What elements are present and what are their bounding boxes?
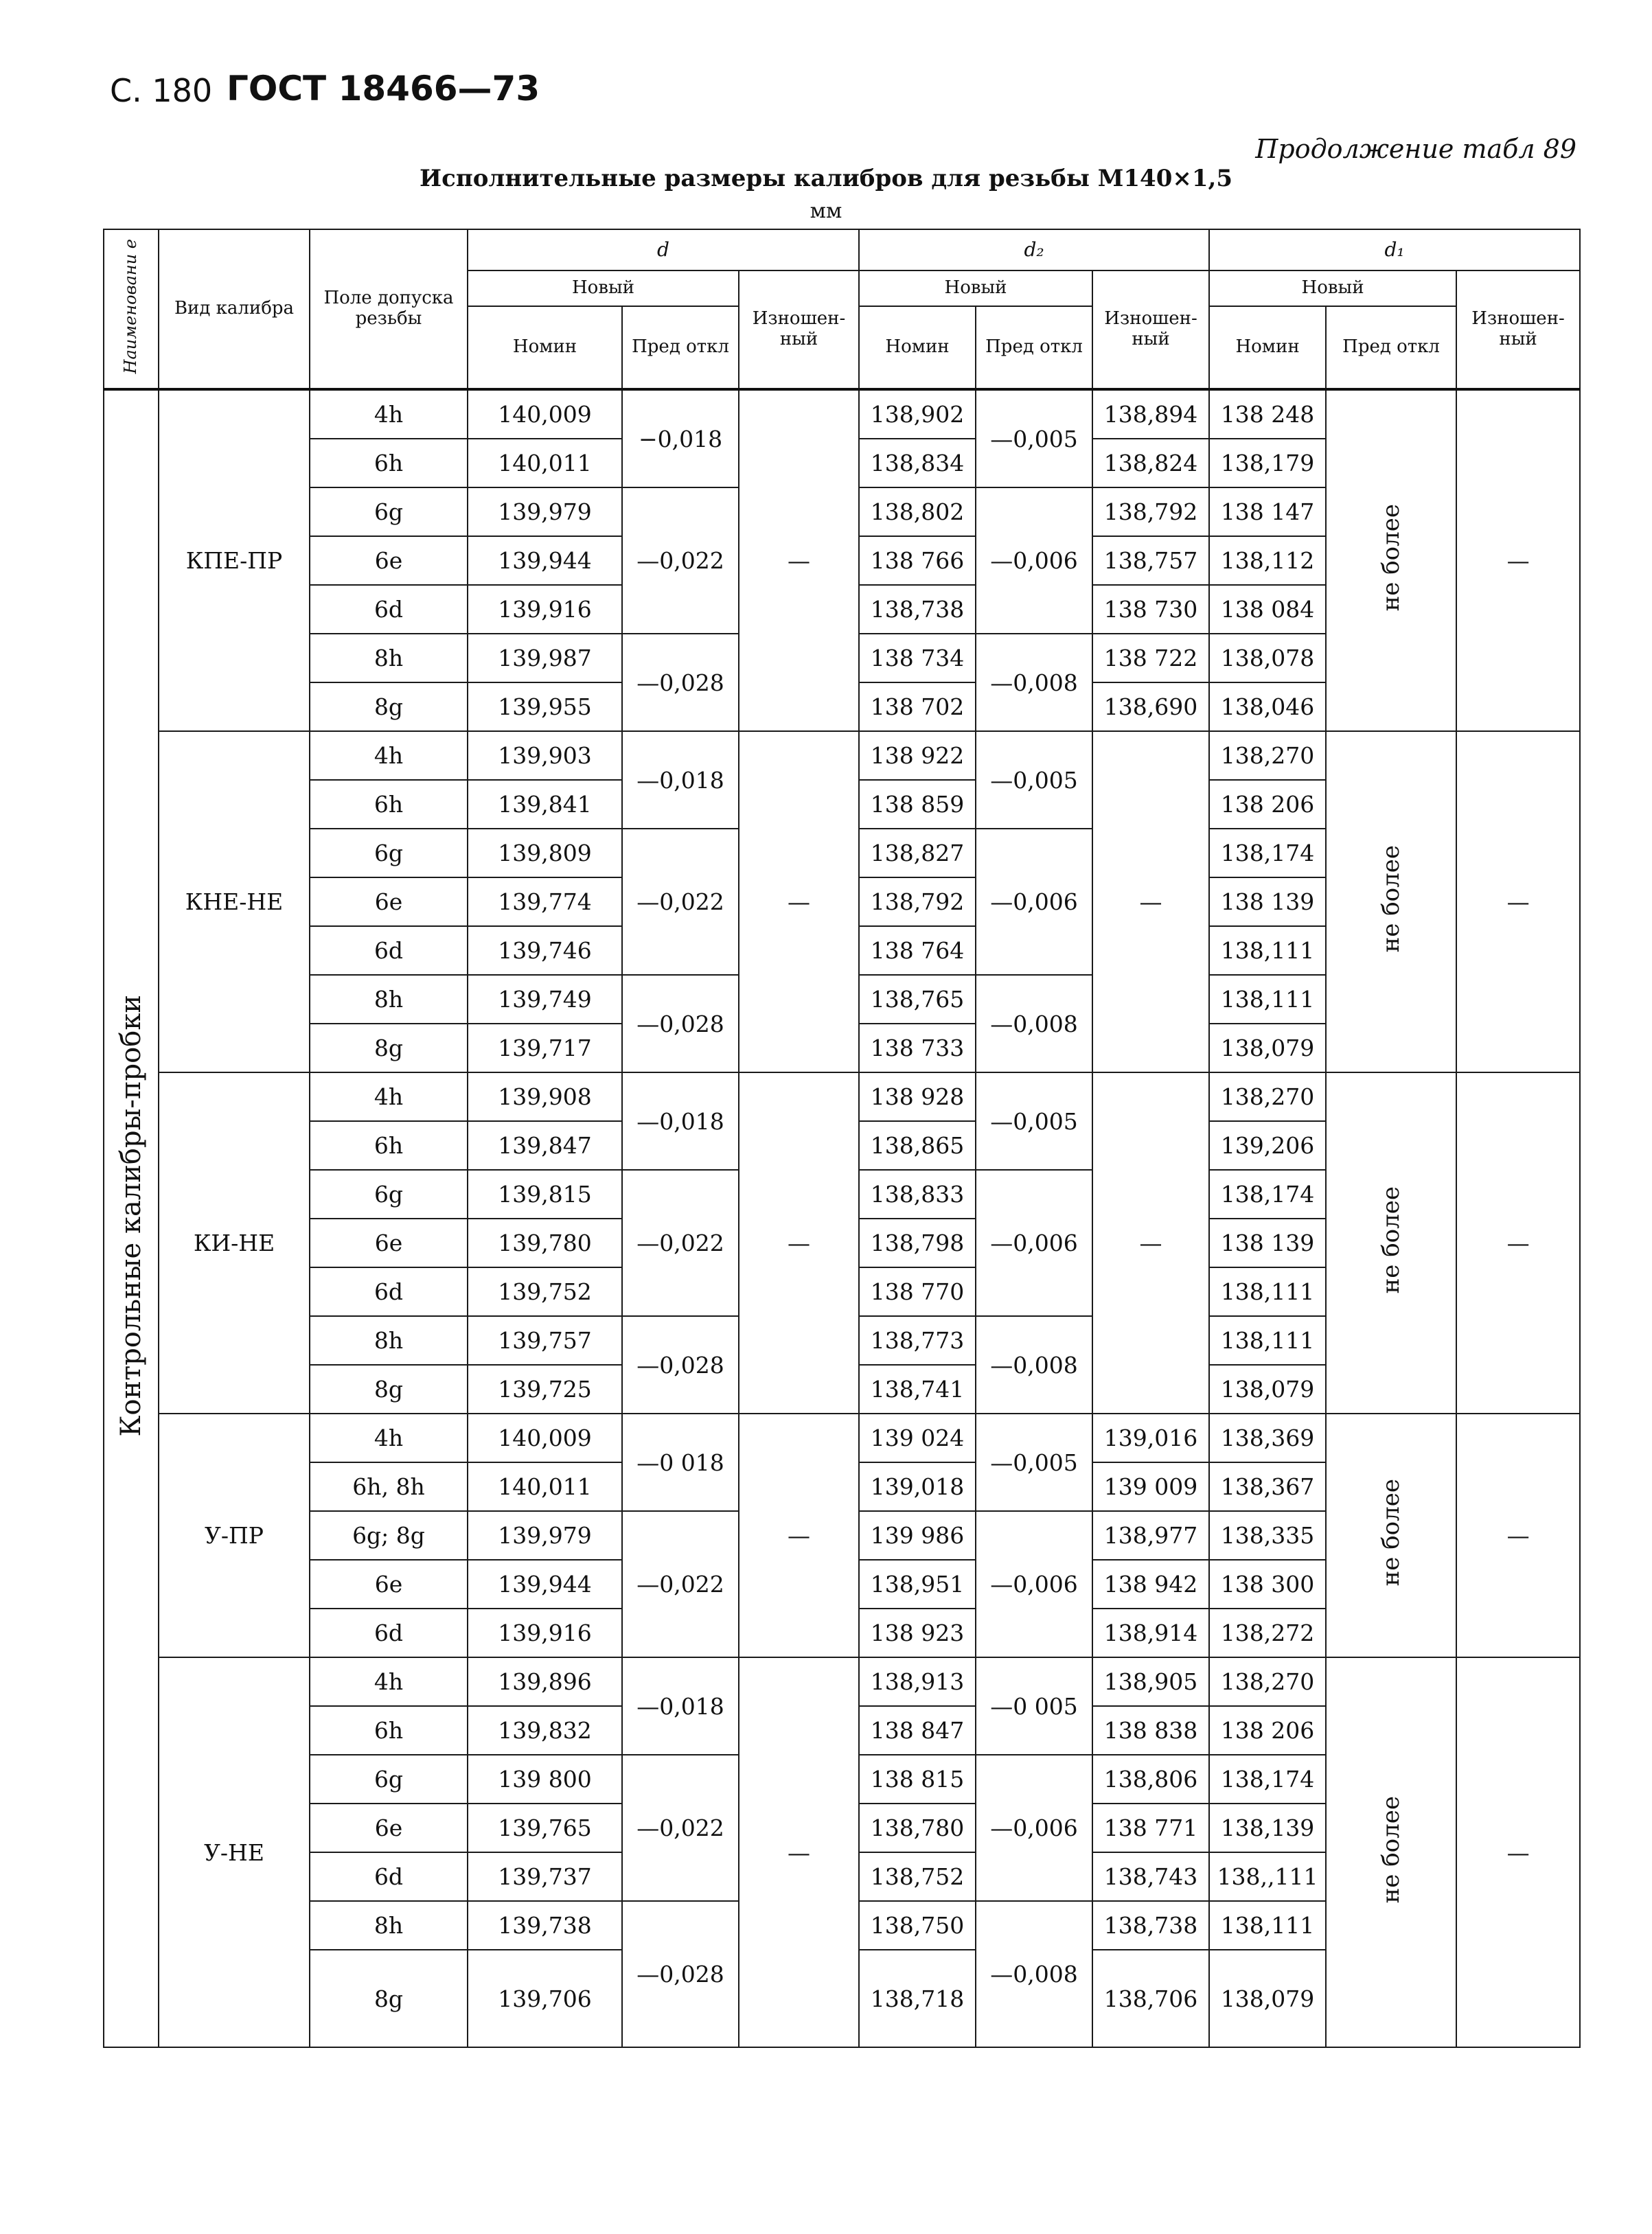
d1-nominal-cell: 138,079: [1209, 1024, 1326, 1072]
d-nominal-cell: 139,737: [468, 1852, 622, 1901]
d1-nominal-cell: 138 147: [1209, 487, 1326, 536]
not-more-than-label: не более: [1377, 1186, 1406, 1294]
gauge-kind-name: КИ-НЕ: [159, 1072, 310, 1414]
d2-limit-dev-cell: —0,006: [976, 1511, 1092, 1657]
gauge-kind-name: КНЕ-НЕ: [159, 731, 310, 1072]
d1-nominal-cell: 138,078: [1209, 634, 1326, 682]
tolerance-field-cell: 6g: [310, 1170, 468, 1219]
d-nominal-cell: 139,979: [468, 487, 622, 536]
d1-worn-cell: —: [1456, 1072, 1580, 1414]
d2-nominal-cell: 138 770: [859, 1267, 976, 1316]
d2-nominal-cell: 138 764: [859, 926, 976, 975]
d1-nominal-cell: 138,111: [1209, 1267, 1326, 1316]
table-unit: мм: [810, 199, 842, 223]
tolerance-field-cell: 4h: [310, 731, 468, 780]
d2-limit-dev-cell: —0,006: [976, 1170, 1092, 1316]
d2-nominal-cell: 138,833: [859, 1170, 976, 1219]
d-limit-dev-cell: —0,022: [622, 1755, 739, 1901]
d-nominal-cell: 139,908: [468, 1072, 622, 1121]
table-row: [104, 1657, 1580, 1706]
d-nominal-cell: 139,841: [468, 780, 622, 829]
d-nominal-cell: 139,780: [468, 1219, 622, 1267]
d2-worn-cell: 138 722: [1092, 634, 1209, 682]
d-limit-dev-cell: —0,028: [622, 634, 739, 731]
d2-worn-cell: 138 942: [1092, 1560, 1209, 1609]
d2-nominal-cell: 139 024: [859, 1414, 976, 1462]
d2-nominal-cell: 138,792: [859, 877, 976, 926]
tolerance-field-cell: 8h: [310, 634, 468, 682]
tolerance-field-cell: 6h: [310, 780, 468, 829]
column-header-d: d: [468, 229, 859, 270]
d1-nominal-cell: 138,111: [1209, 1901, 1326, 1950]
d2-nominal-cell: 138,750: [859, 1901, 976, 1950]
tolerance-field-cell: 4h: [310, 1072, 468, 1121]
d-nominal-cell: 139,903: [468, 731, 622, 780]
d2-limit-dev-cell: —0,005: [976, 1414, 1092, 1511]
d1-limit-note-cell: [1326, 1657, 1456, 2047]
d1-nominal-cell: 138,111: [1209, 1316, 1326, 1365]
table-title: Исполнительные размеры калибров для резьбы M140×1,5: [420, 165, 1232, 192]
d2-nominal-cell: 138,951: [859, 1560, 976, 1609]
table-header: [104, 229, 1580, 389]
tolerance-field-cell: 6e: [310, 536, 468, 585]
d1-limit-note-cell: [1326, 389, 1456, 731]
d2-nominal-cell: 138,865: [859, 1121, 976, 1170]
d-nominal-cell: 139,706: [468, 1950, 622, 2047]
d1-nominal-cell: 138 084: [1209, 585, 1326, 634]
d2-nominal-cell: 138,741: [859, 1365, 976, 1414]
d1-nominal-cell: 139,206: [1209, 1121, 1326, 1170]
d-nominal-cell: 139,752: [468, 1267, 622, 1316]
tolerance-field-cell: 4h: [310, 389, 468, 439]
tolerance-field-cell: 8h: [310, 975, 468, 1024]
d2-worn-cell: 138,806: [1092, 1755, 1209, 1804]
not-more-than-label: не более: [1377, 1479, 1406, 1587]
d-nominal-cell: 139,738: [468, 1901, 622, 1950]
d2-worn-cell: 138 838: [1092, 1706, 1209, 1755]
tolerance-field-cell: 6g: [310, 487, 468, 536]
column-header-d2: d₂: [859, 229, 1209, 270]
tolerance-field-cell: 8g: [310, 682, 468, 731]
d-nominal-cell: 139,987: [468, 634, 622, 682]
d2-nominal-cell: 138 815: [859, 1755, 976, 1804]
d-nominal-cell: 139,757: [468, 1316, 622, 1365]
column-header-d-nominal: Номин: [468, 306, 622, 389]
d2-nominal-cell: 138 923: [859, 1609, 976, 1657]
d1-limit-note-cell: [1326, 1414, 1456, 1657]
tolerance-field-cell: 6h, 8h: [310, 1462, 468, 1511]
d-nominal-cell: 139,765: [468, 1804, 622, 1852]
d-worn-cell: —: [739, 389, 859, 731]
not-more-than-label: не более: [1377, 1795, 1406, 1904]
table-row: [104, 1414, 1580, 1462]
d2-worn-cell: 138,757: [1092, 536, 1209, 585]
d2-worn-cell: 139,016: [1092, 1414, 1209, 1462]
not-more-than-label: не более: [1377, 504, 1406, 612]
column-header-d1-new: Новый: [1209, 270, 1456, 306]
d2-worn-cell: —: [1092, 1072, 1209, 1414]
d-limit-dev-cell: —0,018: [622, 1072, 739, 1170]
d-worn-cell: —: [739, 731, 859, 1072]
d1-nominal-cell: 138 206: [1209, 1706, 1326, 1755]
d1-nominal-cell: 138,367: [1209, 1462, 1326, 1511]
tolerance-field-cell: 6d: [310, 926, 468, 975]
d1-nominal-cell: 138,,111: [1209, 1852, 1326, 1901]
tolerance-field-cell: 6h: [310, 439, 468, 487]
d1-nominal-cell: 138 139: [1209, 1219, 1326, 1267]
gauge-dimensions-table: [103, 229, 1581, 2048]
d1-nominal-cell: 138,079: [1209, 1365, 1326, 1414]
table-row: [104, 731, 1580, 780]
tolerance-field-cell: 6g: [310, 829, 468, 877]
d2-nominal-cell: 138,765: [859, 975, 976, 1024]
column-header-d1-limit-dev: Пред откл: [1326, 306, 1456, 389]
d-nominal-cell: 139,746: [468, 926, 622, 975]
d2-limit-dev-cell: —0,006: [976, 1755, 1092, 1901]
d2-worn-cell: 138,977: [1092, 1511, 1209, 1560]
d1-nominal-cell: 138 300: [1209, 1560, 1326, 1609]
column-header-d2-nominal: Номин: [859, 306, 976, 389]
tolerance-field-cell: 6d: [310, 1609, 468, 1657]
d1-nominal-cell: 138 248: [1209, 389, 1326, 439]
d-limit-dev-cell: —0,028: [622, 1316, 739, 1414]
d-nominal-cell: 139,847: [468, 1121, 622, 1170]
d2-worn-cell: 138,706: [1092, 1950, 1209, 2047]
d2-worn-cell: 138 730: [1092, 585, 1209, 634]
d2-nominal-cell: 138 847: [859, 1706, 976, 1755]
column-header-tolerance-field: Поле допуска резьбы: [310, 229, 468, 389]
column-header-d2-limit-dev: Пред откл: [976, 306, 1092, 389]
group-label-text: Контрольные калибры-пробки: [115, 995, 147, 1437]
d2-nominal-cell: 139,018: [859, 1462, 976, 1511]
d2-nominal-cell: 138,913: [859, 1657, 976, 1706]
d1-nominal-cell: 138,174: [1209, 1170, 1326, 1219]
tolerance-field-cell: 6g; 8g: [310, 1511, 468, 1560]
d2-nominal-cell: 138,780: [859, 1804, 976, 1852]
not-more-than-label: не более: [1377, 845, 1406, 953]
d2-nominal-cell: 138,773: [859, 1316, 976, 1365]
tolerance-field-cell: 6h: [310, 1121, 468, 1170]
d2-limit-dev-cell: —0,005: [976, 389, 1092, 487]
column-header-d-new: Новый: [468, 270, 739, 306]
d-limit-dev-cell: —0,018: [622, 1657, 739, 1755]
d-worn-cell: —: [739, 1072, 859, 1414]
tolerance-field-cell: 8g: [310, 1024, 468, 1072]
d-nominal-cell: 139,725: [468, 1365, 622, 1414]
d-nominal-cell: 139,916: [468, 1609, 622, 1657]
d-limit-dev-cell: —0,028: [622, 1901, 739, 2047]
d-limit-dev-cell: —0,022: [622, 1511, 739, 1657]
d2-worn-cell: 138,905: [1092, 1657, 1209, 1706]
tolerance-field-cell: 4h: [310, 1657, 468, 1706]
d2-nominal-cell: 138,798: [859, 1219, 976, 1267]
d1-nominal-cell: 138,111: [1209, 926, 1326, 975]
d1-nominal-cell: 138,270: [1209, 1657, 1326, 1706]
d1-nominal-cell: 138,174: [1209, 829, 1326, 877]
d2-worn-cell: 138,743: [1092, 1852, 1209, 1901]
d1-nominal-cell: 138,369: [1209, 1414, 1326, 1462]
d2-worn-cell: 139 009: [1092, 1462, 1209, 1511]
d-nominal-cell: 139,979: [468, 1511, 622, 1560]
d1-limit-note-cell: [1326, 731, 1456, 1072]
d-nominal-cell: 139,896: [468, 1657, 622, 1706]
d2-limit-dev-cell: —0,008: [976, 1316, 1092, 1414]
d1-limit-note-cell: [1326, 1072, 1456, 1414]
d2-nominal-cell: 138 734: [859, 634, 976, 682]
tolerance-field-cell: 6d: [310, 1267, 468, 1316]
table-continuation-note: Продолжение табл 89: [1255, 134, 1576, 164]
d-nominal-cell: 140,011: [468, 439, 622, 487]
d-nominal-cell: 139,916: [468, 585, 622, 634]
tolerance-field-cell: 8g: [310, 1365, 468, 1414]
column-header-d1-nominal: Номин: [1209, 306, 1326, 389]
d2-limit-dev-cell: —0,005: [976, 1072, 1092, 1170]
d2-nominal-cell: 138,827: [859, 829, 976, 877]
d-nominal-cell: 139,774: [468, 877, 622, 926]
column-header-d-worn: Изношен-ный: [739, 270, 859, 389]
tolerance-field-cell: 6h: [310, 1706, 468, 1755]
tolerance-field-cell: 4h: [310, 1414, 468, 1462]
d2-worn-cell: 138,914: [1092, 1609, 1209, 1657]
d-limit-dev-cell: —0,018: [622, 731, 739, 829]
d1-worn-cell: —: [1456, 1657, 1580, 2047]
d2-nominal-cell: 138 928: [859, 1072, 976, 1121]
d-nominal-cell: 140,009: [468, 389, 622, 439]
tolerance-field-cell: 8h: [310, 1316, 468, 1365]
d2-limit-dev-cell: —0,006: [976, 487, 1092, 634]
d1-nominal-cell: 138,179: [1209, 439, 1326, 487]
table-body: [104, 389, 1580, 2047]
d2-limit-dev-cell: —0 005: [976, 1657, 1092, 1755]
d2-nominal-cell: 138,834: [859, 439, 976, 487]
standard-code: ГОСТ 18466—73: [227, 69, 540, 108]
d2-limit-dev-cell: —0,008: [976, 975, 1092, 1072]
d1-nominal-cell: 138,335: [1209, 1511, 1326, 1560]
tolerance-field-cell: 6e: [310, 1560, 468, 1609]
d1-nominal-cell: 138,046: [1209, 682, 1326, 731]
d-worn-cell: —: [739, 1414, 859, 1657]
column-header-d1-worn: Изношен-ный: [1456, 270, 1580, 389]
tolerance-field-cell: 6e: [310, 877, 468, 926]
d2-limit-dev-cell: —0,006: [976, 829, 1092, 975]
d-nominal-cell: 139,717: [468, 1024, 622, 1072]
tolerance-field-cell: 6e: [310, 1804, 468, 1852]
column-header-name: Наименовани е: [104, 229, 159, 389]
d-limit-dev-cell: —0,022: [622, 1170, 739, 1316]
d2-worn-cell: 138,824: [1092, 439, 1209, 487]
d-limit-dev-cell: —0,028: [622, 975, 739, 1072]
d2-nominal-cell: 138 733: [859, 1024, 976, 1072]
tolerance-field-cell: 8h: [310, 1901, 468, 1950]
d2-nominal-cell: 138 766: [859, 536, 976, 585]
d2-limit-dev-cell: —0,008: [976, 1901, 1092, 2047]
d2-nominal-cell: 138,902: [859, 389, 976, 439]
d2-nominal-cell: 138,752: [859, 1852, 976, 1901]
d1-worn-cell: —: [1456, 731, 1580, 1072]
d1-nominal-cell: 138,270: [1209, 731, 1326, 780]
column-header-kind: Вид калибра: [159, 229, 310, 389]
d2-nominal-cell: 138,802: [859, 487, 976, 536]
d1-worn-cell: —: [1456, 1414, 1580, 1657]
d-worn-cell: —: [739, 1657, 859, 2047]
group-label-control-plug-gauges: [104, 389, 159, 2047]
gauge-kind-name: У-ПР: [159, 1414, 310, 1657]
d-nominal-cell: 139 800: [468, 1755, 622, 1804]
d2-limit-dev-cell: —0,008: [976, 634, 1092, 731]
d-nominal-cell: 139,815: [468, 1170, 622, 1219]
d1-nominal-cell: 138,272: [1209, 1609, 1326, 1657]
d2-worn-cell: 138 771: [1092, 1804, 1209, 1852]
d2-worn-cell: 138,690: [1092, 682, 1209, 731]
table-row: [104, 389, 1580, 439]
column-header-d-limit-dev: Пред откл: [622, 306, 739, 389]
column-header-d1: d₁: [1209, 229, 1580, 270]
tolerance-field-cell: 6e: [310, 1219, 468, 1267]
d2-worn-cell: 138,738: [1092, 1901, 1209, 1950]
d-limit-dev-cell: —0,022: [622, 829, 739, 975]
d-limit-dev-cell: —0 018: [622, 1414, 739, 1511]
d2-nominal-cell: 138 922: [859, 731, 976, 780]
d1-nominal-cell: 138,079: [1209, 1950, 1326, 2047]
page-number: С. 180: [110, 72, 213, 109]
d2-worn-cell: 138,792: [1092, 487, 1209, 536]
tolerance-field-cell: 8g: [310, 1950, 468, 2047]
d2-nominal-cell: 138,738: [859, 585, 976, 634]
tolerance-field-cell: 6d: [310, 585, 468, 634]
d2-worn-cell: —: [1092, 731, 1209, 1072]
d2-nominal-cell: 138,718: [859, 1950, 976, 2047]
d-nominal-cell: 139,955: [468, 682, 622, 731]
d-limit-dev-cell: —0,022: [622, 487, 739, 634]
d1-nominal-cell: 138,139: [1209, 1804, 1326, 1852]
d-nominal-cell: 140,011: [468, 1462, 622, 1511]
gauge-kind-name: У-НЕ: [159, 1657, 310, 2047]
column-header-d2-new: Новый: [859, 270, 1092, 306]
d-limit-dev-cell: −0,018: [622, 389, 739, 487]
d2-nominal-cell: 138 702: [859, 682, 976, 731]
d1-nominal-cell: 138,112: [1209, 536, 1326, 585]
d-nominal-cell: 139,832: [468, 1706, 622, 1755]
d2-worn-cell: 138,894: [1092, 389, 1209, 439]
table-row: [104, 1072, 1580, 1121]
d1-worn-cell: —: [1456, 389, 1580, 731]
column-header-d2-worn: Изношен-ный: [1092, 270, 1209, 389]
d2-limit-dev-cell: —0,005: [976, 731, 1092, 829]
d-nominal-cell: 139,749: [468, 975, 622, 1024]
d2-nominal-cell: 138 859: [859, 780, 976, 829]
d-nominal-cell: 139,944: [468, 1560, 622, 1609]
d1-nominal-cell: 138,174: [1209, 1755, 1326, 1804]
gauge-kind-name: КПЕ-ПР: [159, 389, 310, 731]
d-nominal-cell: 139,809: [468, 829, 622, 877]
d1-nominal-cell: 138,270: [1209, 1072, 1326, 1121]
d1-nominal-cell: 138 139: [1209, 877, 1326, 926]
d1-nominal-cell: 138,111: [1209, 975, 1326, 1024]
d-nominal-cell: 139,944: [468, 536, 622, 585]
d1-nominal-cell: 138 206: [1209, 780, 1326, 829]
d-nominal-cell: 140,009: [468, 1414, 622, 1462]
tolerance-field-cell: 6g: [310, 1755, 468, 1804]
d2-nominal-cell: 139 986: [859, 1511, 976, 1560]
tolerance-field-cell: 6d: [310, 1852, 468, 1901]
